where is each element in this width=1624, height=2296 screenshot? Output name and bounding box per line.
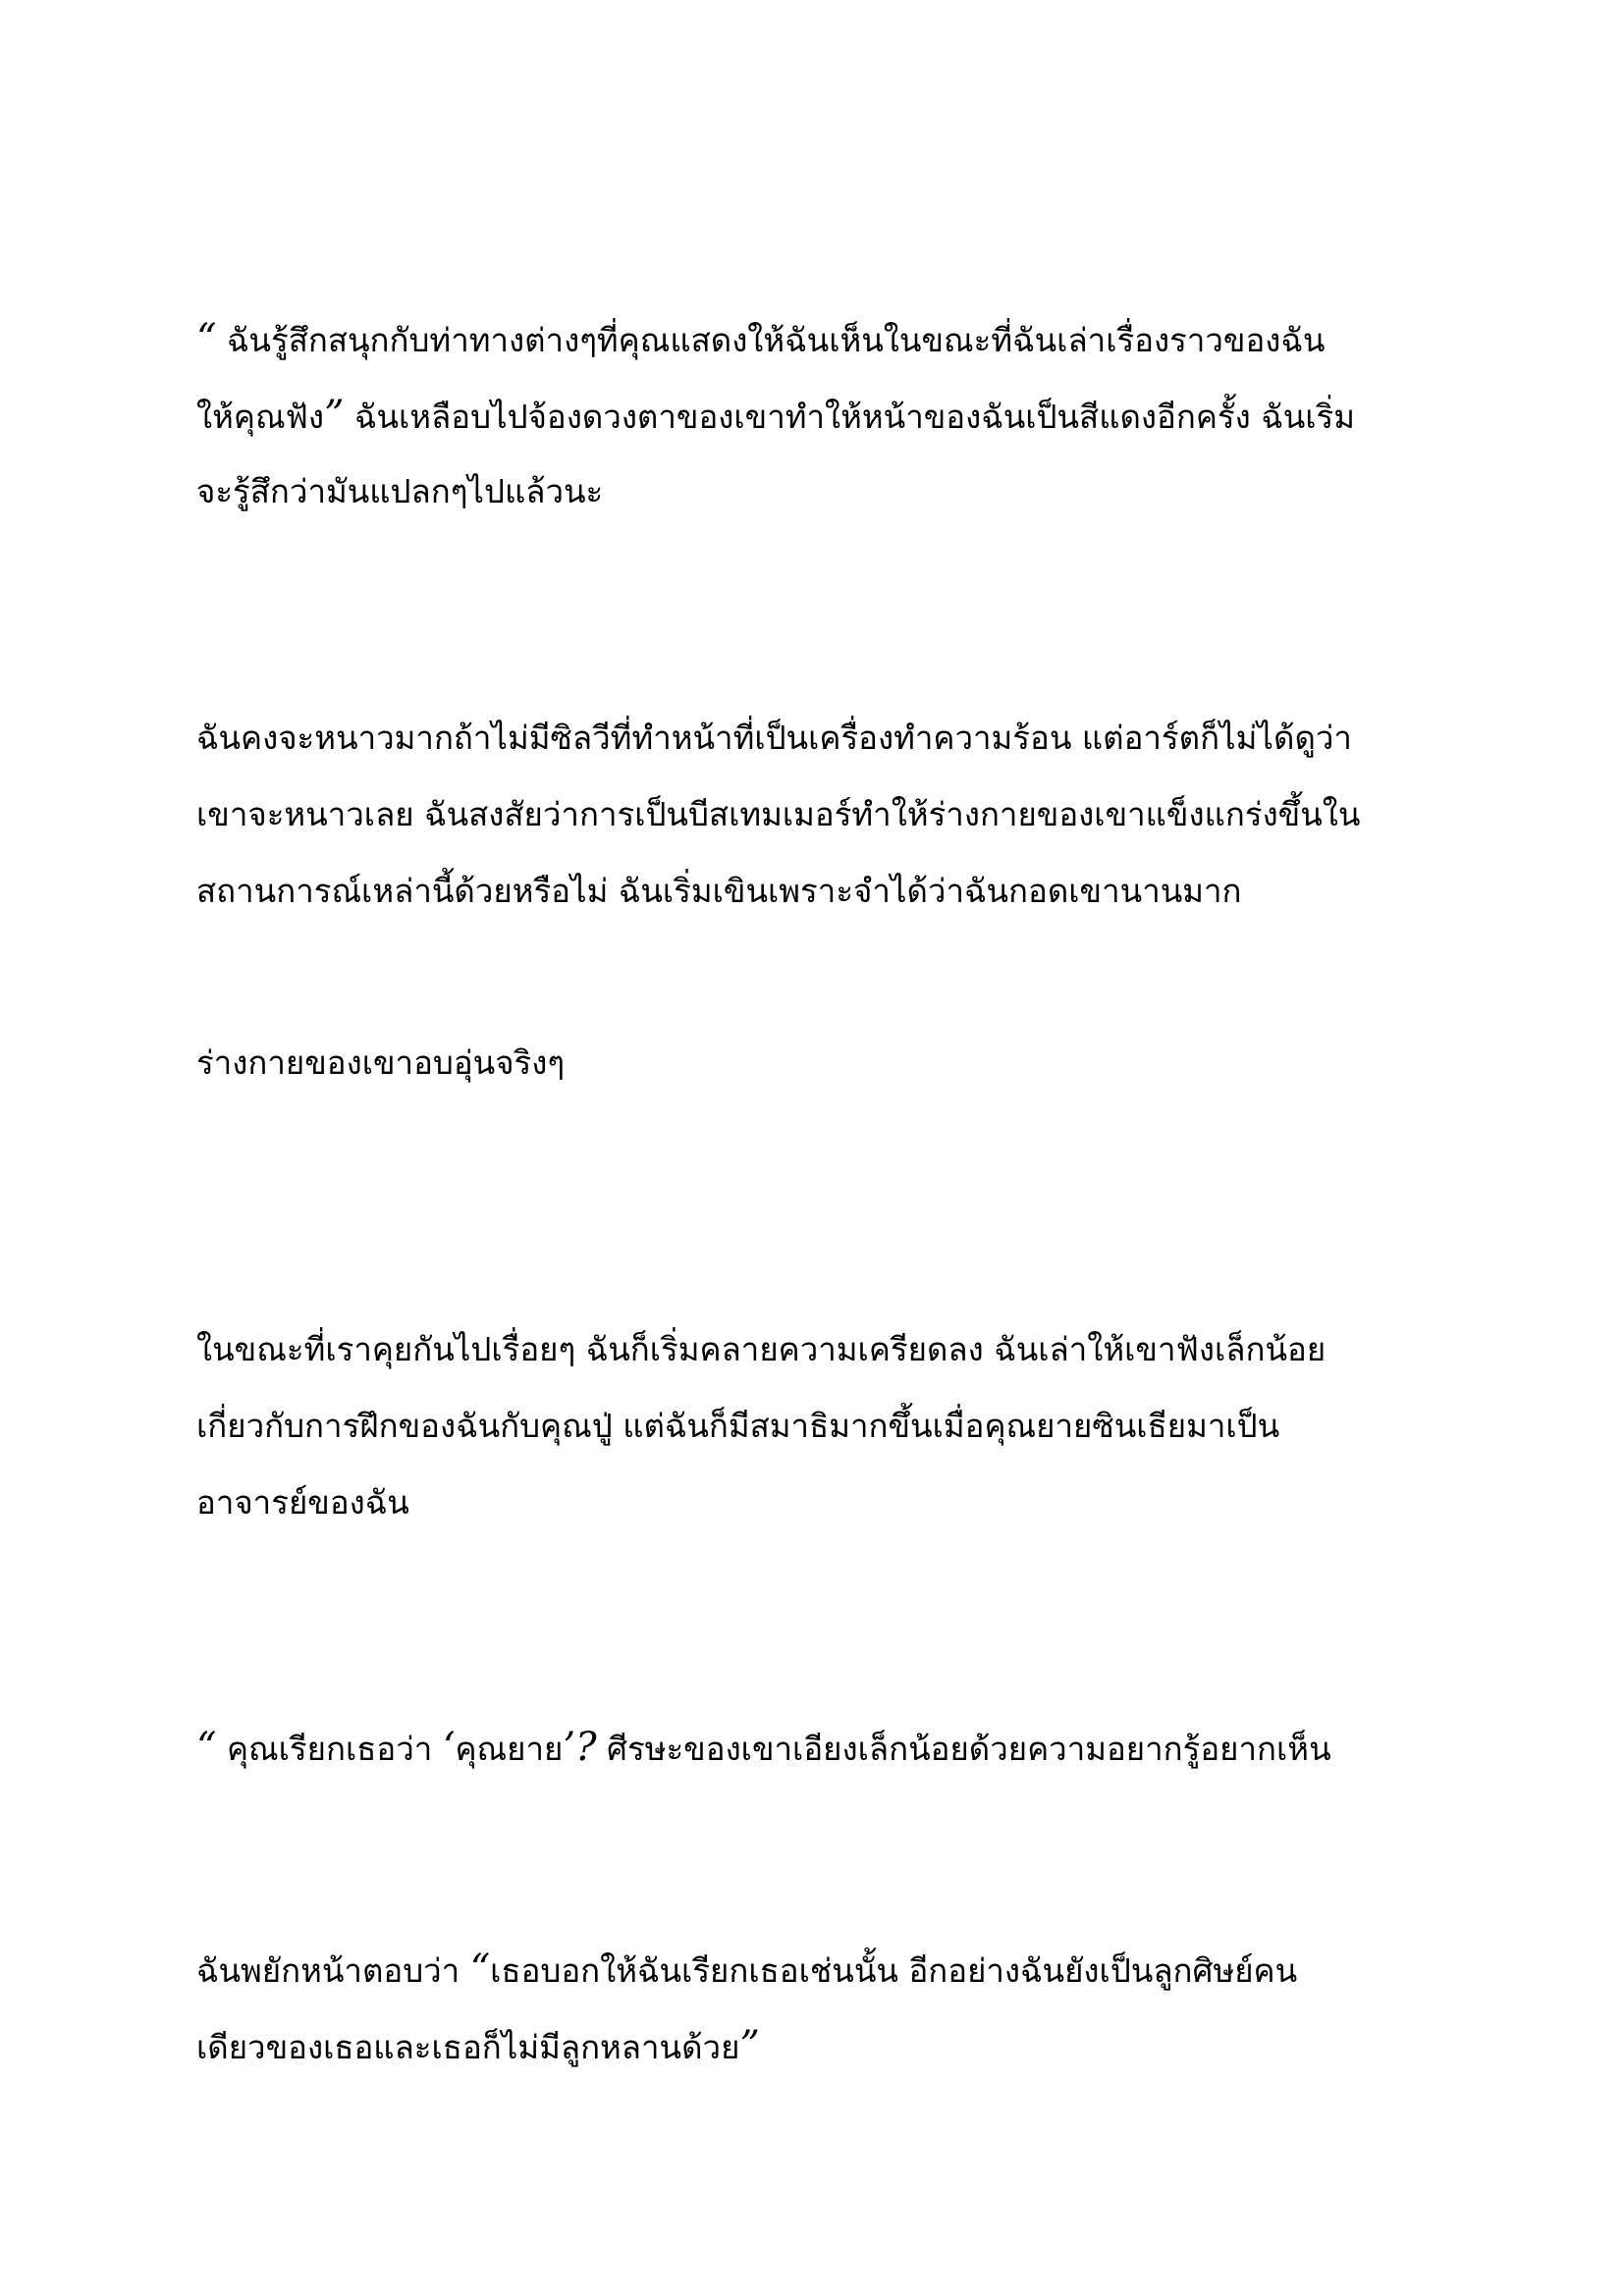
question-mark: ? bbox=[575, 1725, 597, 1770]
paragraph-4 bbox=[196, 1311, 1463, 1541]
paragraph-line bbox=[196, 454, 1463, 530]
close-quote: ” bbox=[739, 2023, 760, 2068]
paragraph-line bbox=[196, 1709, 1463, 1786]
close-quote: ” bbox=[324, 393, 345, 438]
line-text: ฉันเหลือบไปจ้องดวงตาของเขาทำให้หน้าของฉันเป็นสีแดงอีกครั้ง ฉันเริ่ม bbox=[344, 398, 1356, 436]
line-text: เดียวของเธอและเธอก็ไม่มีลูกหลานด้วย bbox=[196, 2028, 740, 2066]
line-text: คุณเรียกเธอว่า bbox=[216, 1730, 443, 1768]
paragraph-line: ร่างกายของเขาอบอุ่นจริงๆ bbox=[196, 1043, 566, 1082]
line-text: จะรู้สึกว่ามันแปลกๆไปแล้วนะ bbox=[196, 472, 604, 510]
paragraph-line bbox=[196, 377, 1463, 454]
inner-close-quote: ’ bbox=[563, 1725, 576, 1770]
line-text: ฉันพยักหน้าตอบว่า bbox=[196, 1951, 470, 1990]
line-text: ศีรษะของเขาเอียงเล็กน้อยด้วยความอยากรู้อยากเห็น bbox=[596, 1730, 1331, 1768]
open-quote: “ bbox=[196, 316, 217, 361]
open-quote: “ bbox=[469, 1947, 491, 1992]
paragraph-line bbox=[196, 300, 1463, 377]
paragraph-2 bbox=[196, 700, 1463, 930]
inner-open-quote: ‘ bbox=[442, 1725, 456, 1770]
line-text: เธอบอกให้ฉันเรียกเธอเช่นนั้น อีกอย่างฉันยังเป็นลูกศิษย์คน bbox=[490, 1951, 1298, 1990]
paragraph-1 bbox=[196, 300, 1463, 530]
paragraph-line: ฉันคงจะหนาวมากถ้าไม่มีซิลวีที่ทำหน้าที่เป็นเครื่องทำความร้อน แต่อาร์ตก็ไม่ได้ดูว่า bbox=[196, 719, 1352, 757]
line-text: คุณยาย bbox=[455, 1730, 564, 1768]
paragraph-line: เกี่ยวกับการฝึกของฉันกับคุณปู่ แต่ฉันก็มีสมาธิมากขึ้นเมื่อคุณยายซินเธียมาเป็น bbox=[196, 1407, 1280, 1445]
paragraph-line: เขาจะหนาวเลย ฉันสงสัยว่าการเป็นบีสเทมเมอร์ทำให้ร่างกายของเขาแข็งแกร่งขึ้นใน bbox=[196, 795, 1361, 833]
paragraph-5 bbox=[196, 1709, 1463, 1786]
paragraph-line bbox=[196, 1931, 1463, 2007]
paragraph-line: สถานการณ์เหล่านี้ด้วยหรือไม่ ฉันเริ่มเขินเพราะจำได้ว่าฉันกอดเขานานมาก bbox=[196, 872, 1242, 910]
line-text: ให้คุณฟัง bbox=[196, 398, 325, 436]
paragraph-3 bbox=[196, 1025, 1463, 1101]
paragraph-line: ในขณะที่เราคุยกันไปเรื่อยๆ ฉันก็เริ่มคลายความเครียดลง ฉันเล่าให้เขาฟังเล็กน้อย bbox=[196, 1330, 1326, 1368]
paragraph-6 bbox=[196, 1931, 1463, 2084]
paragraph-line: อาจารย์ของฉัน bbox=[196, 1483, 409, 1522]
open-quote: “ bbox=[196, 1725, 217, 1770]
line-text: ฉันรู้สึกสนุกกับท่าทางต่างๆที่คุณแสดงให้ฉันเห็นในขณะที่ฉันเล่าเรื่องราวของฉัน bbox=[216, 321, 1326, 359]
paragraph-line bbox=[196, 2007, 1463, 2084]
